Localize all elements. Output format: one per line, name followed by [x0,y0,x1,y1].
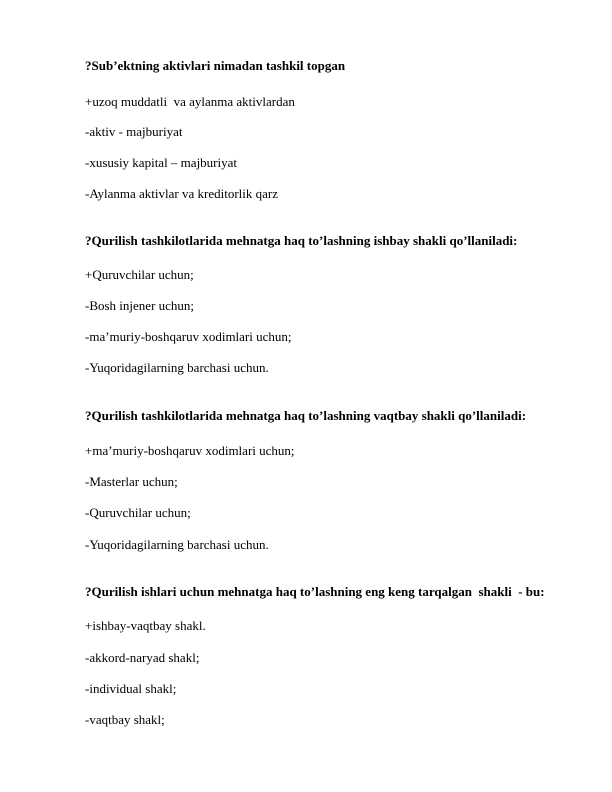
question-2-option-2: -Bosh injener uchun; [85,298,195,313]
question-3-option-3: -Quruvchilar uchun; [85,505,191,520]
question-3-text: ?Qurilish tashkilotlarida mehnatga haq to’lashning vaqtbay shakli qo’llaniladi: [85,408,527,423]
question-2-option-1: +Quruvchilar uchun; [85,267,194,282]
question-4-text: ?Qurilish ishlari uchun mehnatga haq to’lashning eng keng tarqalgan shakli - bu: [85,584,545,599]
question-4-option-2: -akkord-naryad shakl; [85,650,200,665]
question-2-text: ?Qurilish tashkilotlarida mehnatga haq to’lashning ishbay shakli qo’llaniladi: [85,233,518,248]
question-1-text: ?Sub’ektning aktivlari nimadan tashkil topgan [85,58,346,73]
question-1-option-4: -Aylanma aktivlar va kreditorlik qarz [85,186,279,201]
question-1-option-2: -aktiv - majburiyat [85,124,183,139]
question-3-option-2: -Masterlar uchun; [85,474,178,489]
question-1-option-1: +uzoq muddatli va aylanma aktivlardan [85,94,295,109]
question-2-option-3: -ma’muriy-boshqaruv xodimlari uchun; [85,329,292,344]
question-4-option-4: -vaqtbay shakl; [85,712,165,727]
question-4-option-3: -individual shakl; [85,681,177,696]
question-3-option-1: +ma’muriy-boshqaruv xodimlari uchun; [85,443,295,458]
question-4-option-1: +ishbay-vaqtbay shakl. [85,618,206,633]
question-2-option-4: -Yuqoridagilarning barchasi uchun. [85,360,269,375]
question-3-option-4: -Yuqoridagilarning barchasi uchun. [85,537,269,552]
question-1-option-3: -xususiy kapital – majburiyat [85,155,238,170]
